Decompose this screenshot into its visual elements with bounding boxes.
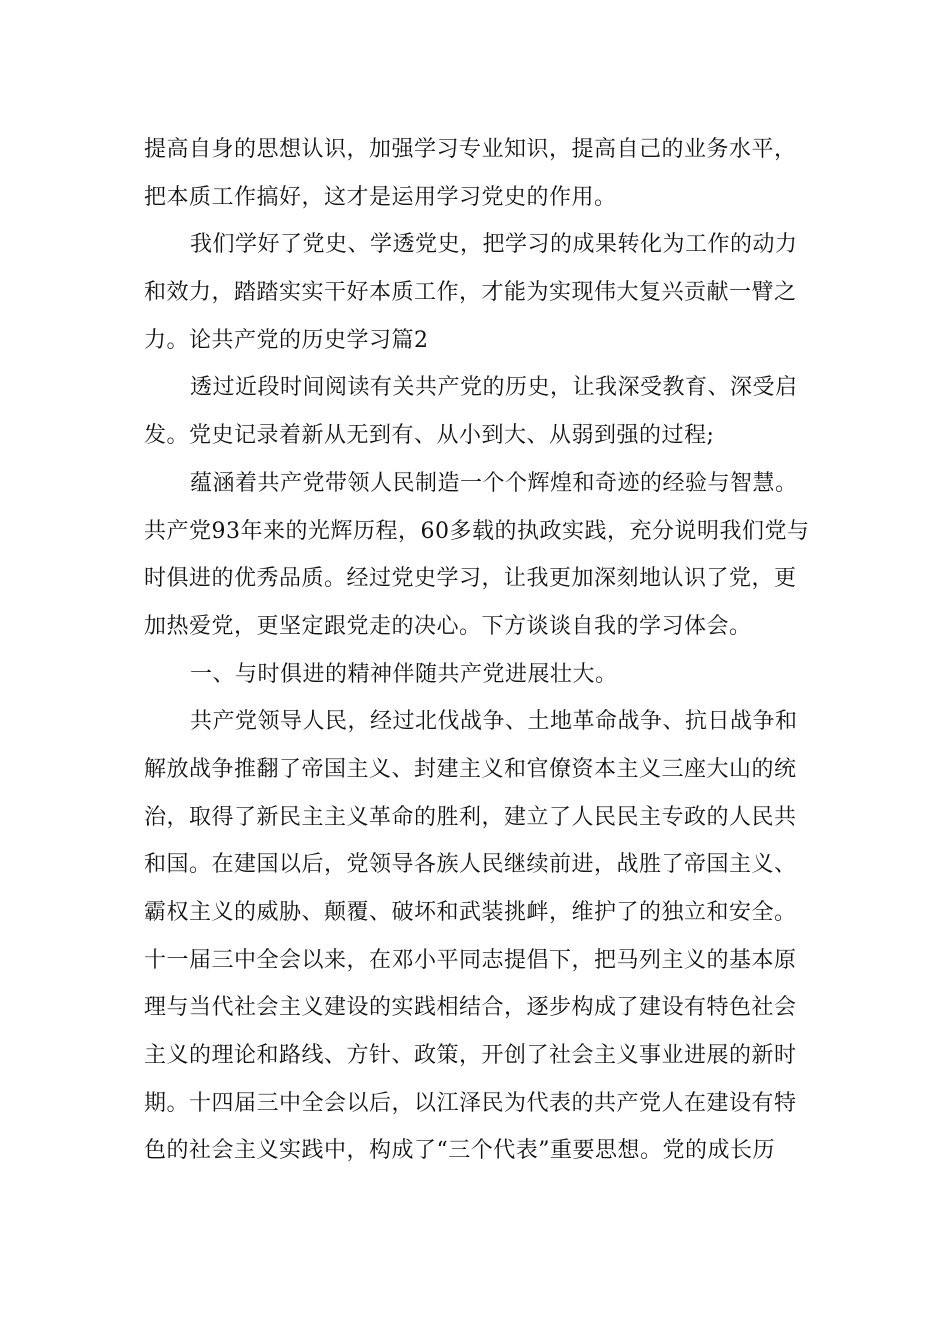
text-line: 发。党史记录着新从无到有、从小到大、从弱到强的过程; (144, 423, 715, 449)
text-line: 提高自身的思想认识，加强学习专业知识，提高自己的业务水平， (144, 137, 797, 162)
text-line: 时俱进的优秀品质。经过党史学习，让我更加深刻地认识了党，更 (144, 566, 797, 592)
text-line: 期。十四届三中全会以后，以江泽民为代表的共产党人在建设有特 (144, 1090, 797, 1116)
text-line: 把本质工作搞好，这才是运用学习党史的作用。 (144, 184, 617, 210)
text-line: 主义的理论和路线、方针、政策，开创了社会主义事业进展的新时 (144, 1043, 797, 1069)
text-line: 一、与时俱进的精神伴随共产党进展壮大。 (190, 661, 618, 687)
text-line: 和国。在建国以后，党领导各族人民继续前进，战胜了帝国主义、 (144, 852, 797, 878)
text-line: 和效力，踏踏实实干好本质工作，才能为实现伟大复兴贡献一臂之 (144, 280, 797, 306)
text-line: 共产党领导人民，经过北伐战争、土地革命战争、抗日战争和 (190, 709, 798, 735)
text-line: 治，取得了新民主主义革命的胜利，建立了人民民主专政的人民共 (144, 804, 797, 830)
text-line: 霸权主义的威胁、颠覆、破坏和武装挑衅，维护了的独立和安全。 (144, 900, 797, 925)
text-line: 我们学好了党史、学透党史，把学习的成果转化为工作的动力 (190, 232, 798, 258)
text-line: 共产党93年来的光辉历程，60多载的执政实践，充分说明我们党与 (144, 518, 810, 544)
text-line: 力。论共产党的历史学习篇2 (144, 327, 429, 353)
text-line: 十一届三中全会以来，在邓小平同志提倡下，把马列主义的基本原 (144, 947, 797, 973)
text-line: 蕴涵着共产党带领人民制造一个个辉煌和奇迹的经验与智慧。 (190, 470, 798, 496)
text-line: 解放战争推翻了帝国主义、封建主义和官僚资本主义三座大山的统 (144, 756, 797, 782)
text-line: 色的社会主义实践中，构成了“三个代表”重要思想。党的成长历 (144, 1138, 775, 1164)
text-line: 理与当代社会主义建设的实践相结合，逐步构成了建设有特色社会 (144, 995, 797, 1021)
text-line: 透过近段时间阅读有关共产党的历史，让我深受教育、深受启 (190, 375, 798, 401)
text-line: 加热爱党，更坚定跟党走的决心。下方谈谈自我的学习体会。 (144, 613, 752, 639)
document-body (144, 126, 810, 1175)
